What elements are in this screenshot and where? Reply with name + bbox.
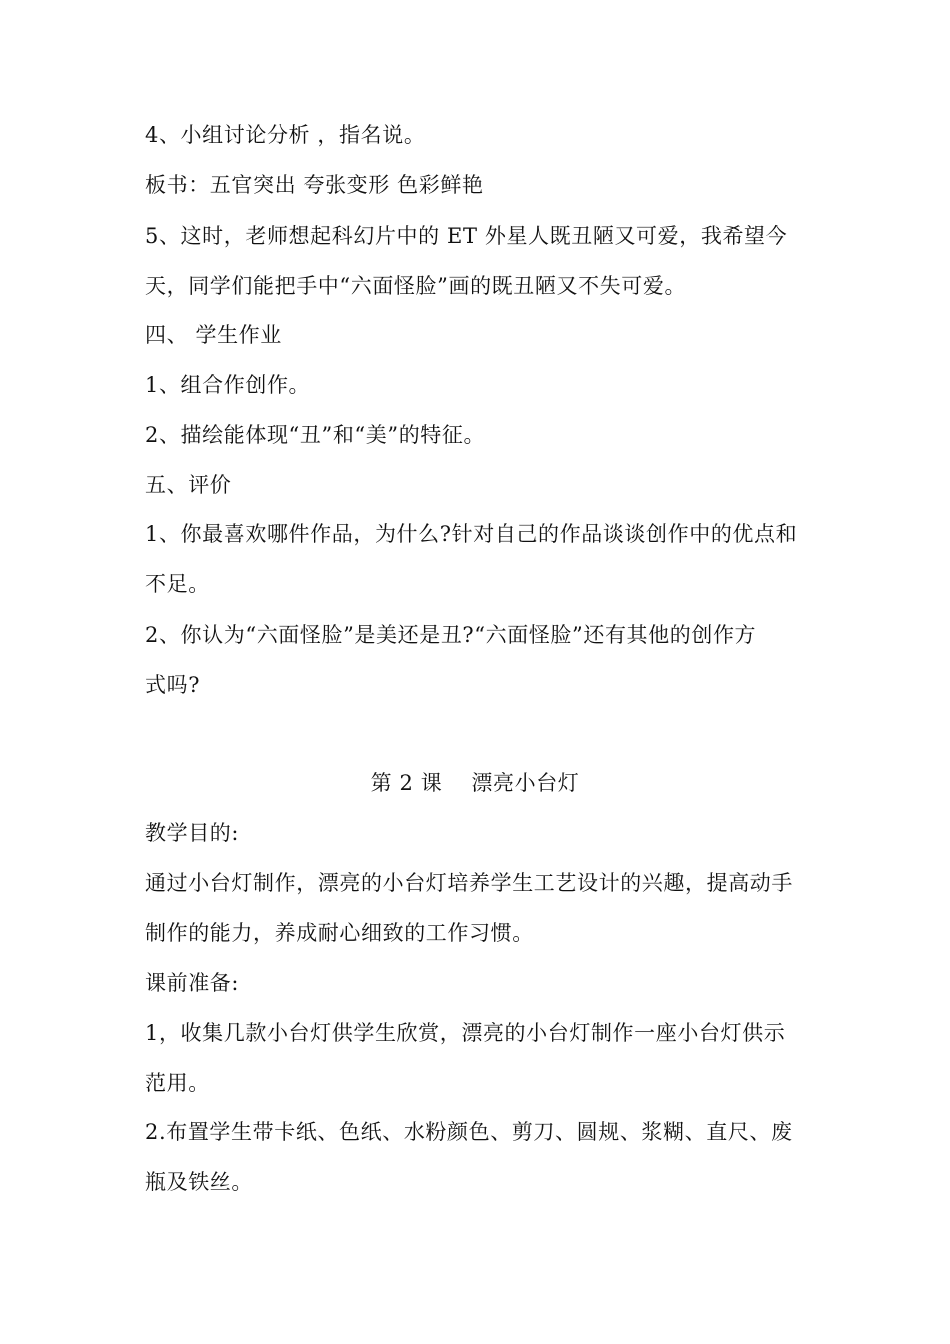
text-line: 1、组合作创作。 bbox=[145, 373, 311, 397]
text-line: 5、这时，老师想起科幻片中的 ET 外星人既丑陋又可爱，我希望今 bbox=[145, 224, 788, 248]
text-line: 1、你最喜欢哪件作品，为什么?针对自己的作品谈谈创作中的优点和 bbox=[145, 522, 798, 546]
text-line: 不足。 bbox=[145, 572, 210, 596]
text-line: 制作的能力，养成耐心细致的工作习惯。 bbox=[145, 921, 534, 945]
board-writing-line: 板书：五官突出 夸张变形 色彩鲜艳 bbox=[145, 173, 484, 197]
text-line: 4、小组讨论分析 ，指名说。 bbox=[145, 123, 426, 147]
text-line: 2、你认为“六面怪脸”是美还是丑?“六面怪脸”还有其他的创作方 bbox=[145, 623, 757, 647]
text-line: 范用。 bbox=[145, 1071, 210, 1095]
subheading-teaching-goal: 教学目的: bbox=[145, 821, 240, 845]
section-heading-evaluation: 五、评价 bbox=[145, 473, 232, 497]
lesson-title: 第 2 课 漂亮小台灯 bbox=[370, 771, 580, 795]
section-heading-student-work: 四、 学生作业 bbox=[145, 323, 282, 347]
text-line: 天，同学们能把手中“六面怪脸”画的既丑陋又不失可爱。 bbox=[145, 274, 687, 298]
text-line: 式吗? bbox=[145, 673, 201, 697]
text-line: 2、描绘能体现“丑”和“美”的特征。 bbox=[145, 423, 486, 447]
text-line: 瓶及铁丝。 bbox=[145, 1170, 253, 1194]
text-line: 通过小台灯制作，漂亮的小台灯培养学生工艺设计的兴趣，提高动手 bbox=[145, 871, 793, 895]
text-line: 1，收集几款小台灯供学生欣赏，漂亮的小台灯制作一座小台灯供示 bbox=[145, 1021, 786, 1045]
subheading-preparation: 课前准备: bbox=[145, 971, 240, 995]
text-line: 2.布置学生带卡纸、色纸、水粉颜色、剪刀、圆规、浆糊、直尺、废 bbox=[145, 1120, 793, 1144]
